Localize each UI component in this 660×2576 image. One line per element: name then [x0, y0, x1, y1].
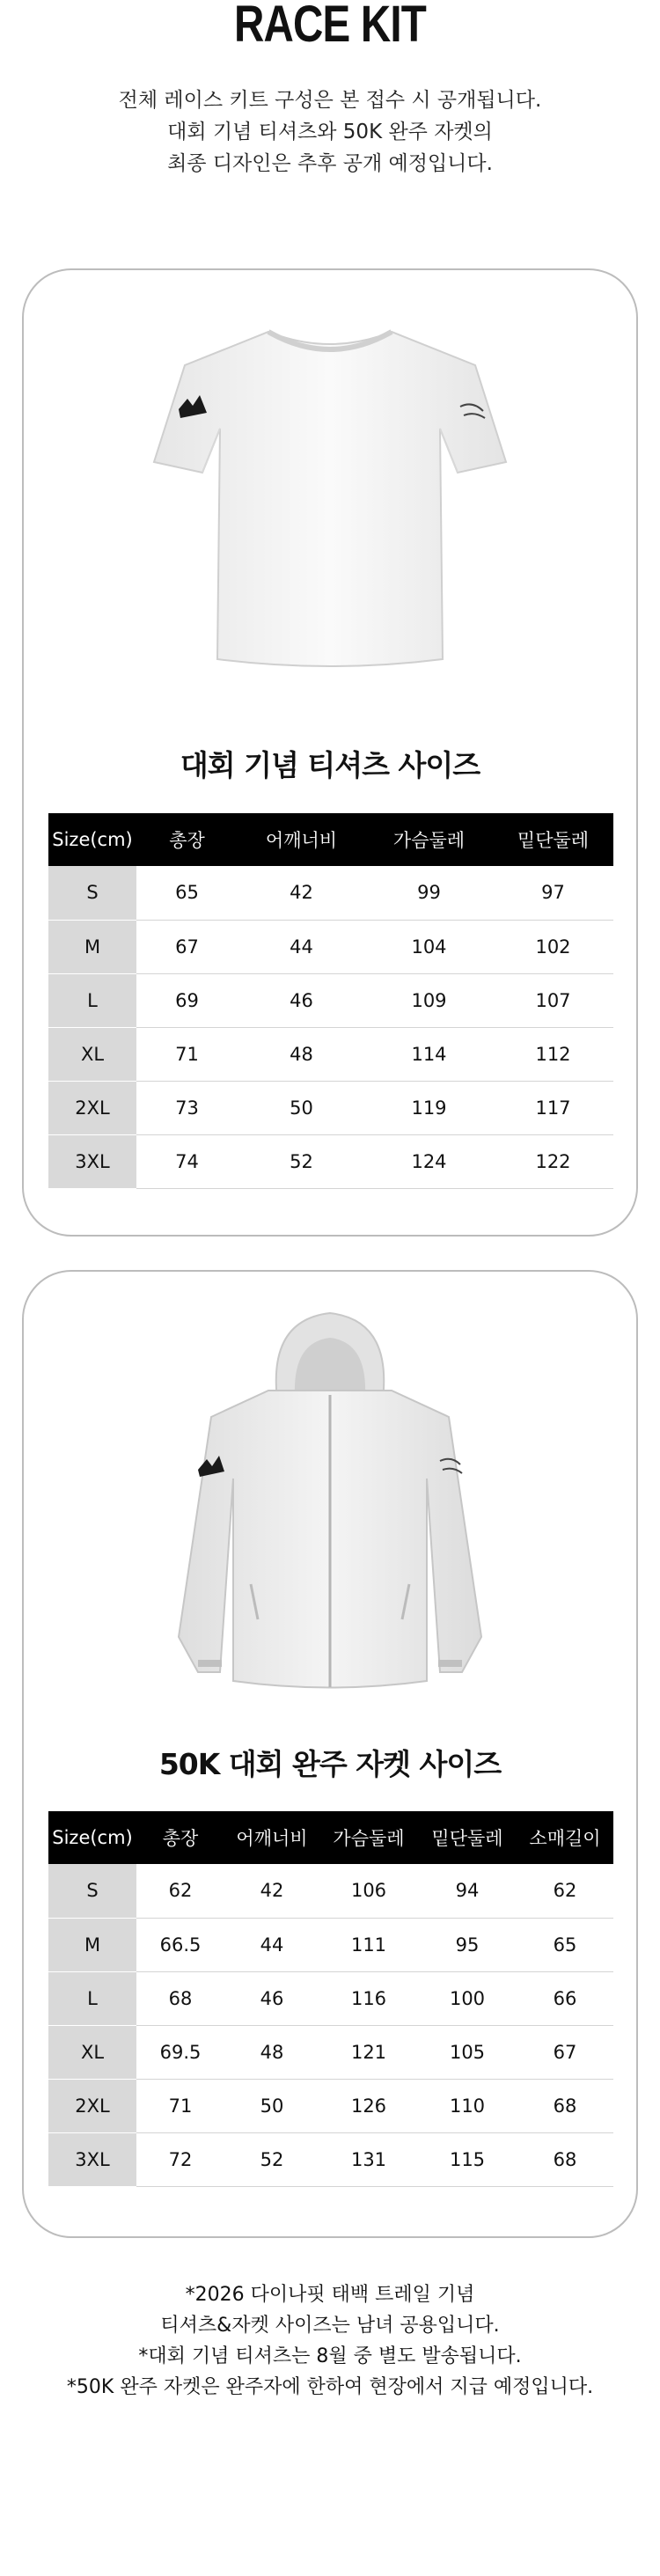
table-row: [48, 1027, 613, 1081]
intro-line: 전체 레이스 키트 구성은 본 접수 시 공개됩니다.: [118, 89, 542, 112]
table-cell: 100: [418, 1971, 517, 2025]
table-cell: 105: [418, 2025, 517, 2079]
table-cell: 106: [319, 1864, 418, 1918]
table-cell: 104: [365, 920, 493, 973]
size-label: S: [48, 866, 136, 920]
table-cell: 119: [365, 1081, 493, 1134]
footnote-line: *2026 다이나핏 태백 트레일 기념: [185, 2284, 475, 2306]
table-row: [48, 2132, 613, 2186]
footnote-line: *50K 완주 자켓은 완주자에 한하여 현장에서 지급 예정입니다.: [66, 2376, 594, 2398]
size-label: L: [48, 1971, 136, 2025]
table-cell: 50: [224, 2079, 319, 2132]
jacket-image: [24, 1303, 636, 1707]
table-cell: 121: [319, 2025, 418, 2079]
table-row: [48, 866, 613, 920]
table-cell: 69: [136, 973, 238, 1027]
footnote-line: 티셔츠&자켓 사이즈는 남녀 공용입니다.: [160, 2315, 500, 2337]
size-label: S: [48, 1864, 136, 1918]
column-header: 총장: [136, 813, 238, 866]
table-cell: 114: [365, 1027, 493, 1081]
table-cell: 112: [493, 1027, 613, 1081]
table-cell: 73: [136, 1081, 238, 1134]
column-header: 어깨너비: [224, 1811, 319, 1864]
table-row: [48, 1134, 613, 1188]
tshirt-size-card: [22, 268, 638, 1237]
table-cell: 44: [238, 920, 365, 973]
column-header: 어깨너비: [238, 813, 365, 866]
table-cell: 124: [365, 1134, 493, 1188]
table-cell: 117: [493, 1081, 613, 1134]
table-row: [48, 973, 613, 1027]
size-label: 3XL: [48, 2132, 136, 2186]
intro-line: 대회 기념 티셔츠와 50K 완주 자켓의: [167, 121, 493, 143]
column-header: Size(cm): [48, 813, 136, 866]
table-cell: 62: [136, 1864, 224, 1918]
intro-line: 최종 디자인은 추후 공개 예정입니다.: [167, 152, 493, 175]
table-cell: 46: [224, 1971, 319, 2025]
tshirt-size-title: 대회 기념 티셔츠 사이즈: [180, 748, 480, 782]
size-label: 2XL: [48, 2079, 136, 2132]
table-cell: 46: [238, 973, 365, 1027]
table-cell: 68: [136, 1971, 224, 2025]
table-row: [48, 2079, 613, 2132]
table-cell: 42: [224, 1864, 319, 1918]
table-cell: 67: [517, 2025, 613, 2079]
table-cell: 111: [319, 1918, 418, 1971]
column-header: 가슴둘레: [365, 813, 493, 866]
table-cell: 52: [224, 2132, 319, 2186]
table-cell: 48: [238, 1027, 365, 1081]
tshirt-icon: [136, 314, 524, 693]
column-header: 소매길이: [517, 1811, 613, 1864]
table-cell: 97: [493, 866, 613, 920]
table-cell: 115: [418, 2132, 517, 2186]
size-label: 3XL: [48, 1134, 136, 1188]
table-cell: 68: [517, 2079, 613, 2132]
table-cell: 72: [136, 2132, 224, 2186]
size-label: M: [48, 920, 136, 973]
table-cell: 126: [319, 2079, 418, 2132]
table-cell: 69.5: [136, 2025, 224, 2079]
size-label: 2XL: [48, 1081, 136, 1134]
table-cell: 102: [493, 920, 613, 973]
table-cell: 50: [238, 1081, 365, 1134]
table-cell: 110: [418, 2079, 517, 2132]
page-title: RACE KIT: [233, 0, 427, 53]
size-label: XL: [48, 2025, 136, 2079]
table-cell: 65: [517, 1918, 613, 1971]
table-cell: 66: [517, 1971, 613, 2025]
intro-text: [0, 84, 660, 180]
column-header: Size(cm): [48, 1811, 136, 1864]
table-cell: 116: [319, 1971, 418, 2025]
table-row: [48, 1971, 613, 2025]
table-header-row: [48, 1811, 613, 1864]
column-header: 가슴둘레: [319, 1811, 418, 1864]
jacket-size-card: [22, 1270, 638, 2238]
table-cell: 71: [136, 1027, 238, 1081]
size-label: L: [48, 973, 136, 1027]
table-cell: 65: [136, 866, 238, 920]
jacket-icon: [136, 1303, 524, 1707]
column-header: 총장: [136, 1811, 224, 1864]
table-row: [48, 1081, 613, 1134]
column-header: 밑단둘레: [418, 1811, 517, 1864]
tshirt-size-table: [48, 813, 613, 1189]
table-row: [48, 2025, 613, 2079]
table-cell: 109: [365, 973, 493, 1027]
table-row: [48, 1864, 613, 1918]
size-label: XL: [48, 1027, 136, 1081]
table-cell: 122: [493, 1134, 613, 1188]
column-header: 밑단둘레: [493, 813, 613, 866]
table-cell: 52: [238, 1134, 365, 1188]
table-cell: 66.5: [136, 1918, 224, 1971]
table-header-row: [48, 813, 613, 866]
size-label: M: [48, 1918, 136, 1971]
table-cell: 67: [136, 920, 238, 973]
table-cell: 95: [418, 1918, 517, 1971]
table-cell: 131: [319, 2132, 418, 2186]
table-cell: 68: [517, 2132, 613, 2186]
table-cell: 107: [493, 973, 613, 1027]
tshirt-image: [24, 314, 636, 693]
jacket-size-title: 50K 대회 완주 자켓 사이즈: [158, 1747, 502, 1781]
table-cell: 94: [418, 1864, 517, 1918]
table-cell: 74: [136, 1134, 238, 1188]
table-cell: 71: [136, 2079, 224, 2132]
footnote-line: *대회 기념 티셔츠는 8월 중 별도 발송됩니다.: [138, 2345, 522, 2367]
table-row: [48, 1918, 613, 1971]
jacket-size-table: [48, 1811, 613, 2187]
table-row: [48, 920, 613, 973]
table-cell: 42: [238, 866, 365, 920]
table-cell: 62: [517, 1864, 613, 1918]
table-cell: 44: [224, 1918, 319, 1971]
footnotes: [0, 2279, 660, 2403]
table-cell: 99: [365, 866, 493, 920]
table-cell: 48: [224, 2025, 319, 2079]
